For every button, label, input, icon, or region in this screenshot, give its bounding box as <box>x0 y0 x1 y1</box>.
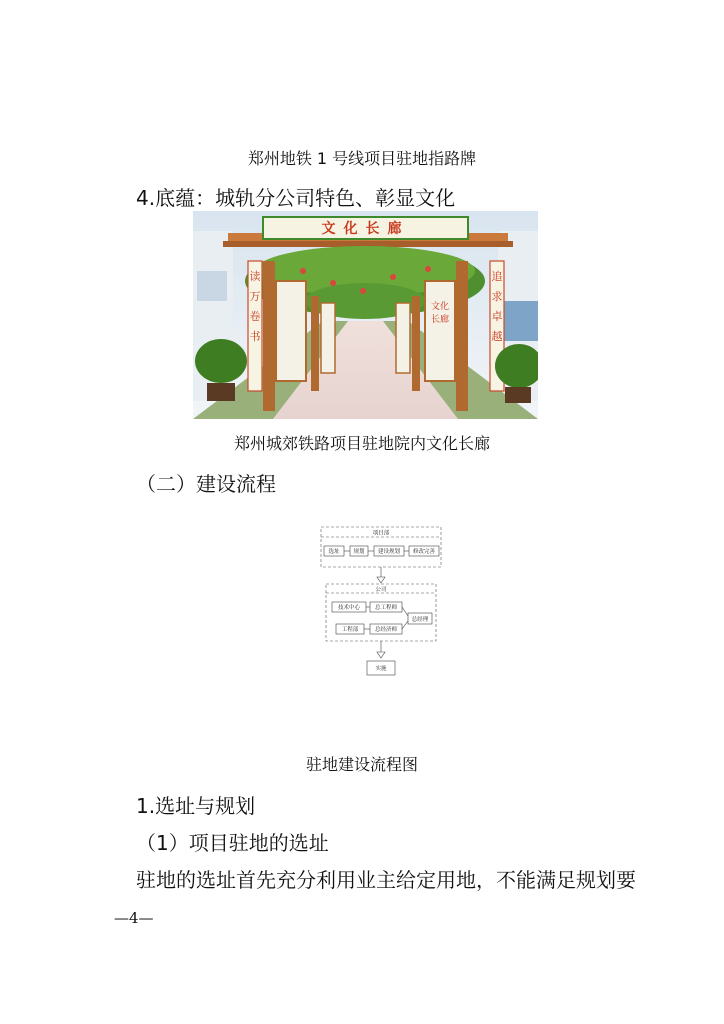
heading-sub-1-1: （1）项目驻地的选址 <box>136 831 329 855</box>
flow-mid-left-1: 技术中心 <box>337 605 361 611</box>
heading-section-4: 4.底蕴：城轨分公司特色、彰显文化 <box>136 186 456 210</box>
flow-end: 实施 <box>375 666 387 672</box>
heading-part-2: （二）建设流程 <box>136 472 276 496</box>
flow-step-4: 修改完善 <box>412 549 436 555</box>
body-paragraph: 驻地的选址首先充分利用业主给定用地，不能满足规划要 <box>136 868 636 892</box>
caption-flowchart: 驻地建设流程图 <box>305 755 418 774</box>
construction-flowchart <box>320 525 442 680</box>
caption-corridor: 郑州城郊铁路项目驻地院内文化长廊 <box>233 434 490 453</box>
corridor-banner-text: 文化长廊 <box>321 221 410 237</box>
flow-mid-left-2: 工程部 <box>341 627 359 633</box>
flow-mid-group-label: 公司 <box>375 587 387 593</box>
culture-corridor-photo <box>193 211 538 419</box>
flow-mid-right-2: 总经济师 <box>374 627 398 633</box>
flow-step-1: 选址 <box>328 549 340 555</box>
page-number: —4— <box>114 909 154 927</box>
flow-step-3: 建设规划 <box>377 549 401 555</box>
mid-panel-text: 文化长廊 <box>430 302 449 325</box>
flow-mid-final: 总经理 <box>411 617 429 623</box>
caption-signpost: 郑州地铁 1 号线项目驻地指路牌 <box>247 149 477 168</box>
flow-mid-right-1: 总工程师 <box>374 605 398 611</box>
flow-step-2: 规划 <box>353 549 365 555</box>
heading-sub-1: 1.选址与规划 <box>136 794 256 818</box>
right-post-text: 追求卓越 <box>491 270 503 343</box>
flow-top-group-label: 项目部 <box>372 530 390 537</box>
left-post-text: 读万卷书 <box>249 270 261 343</box>
